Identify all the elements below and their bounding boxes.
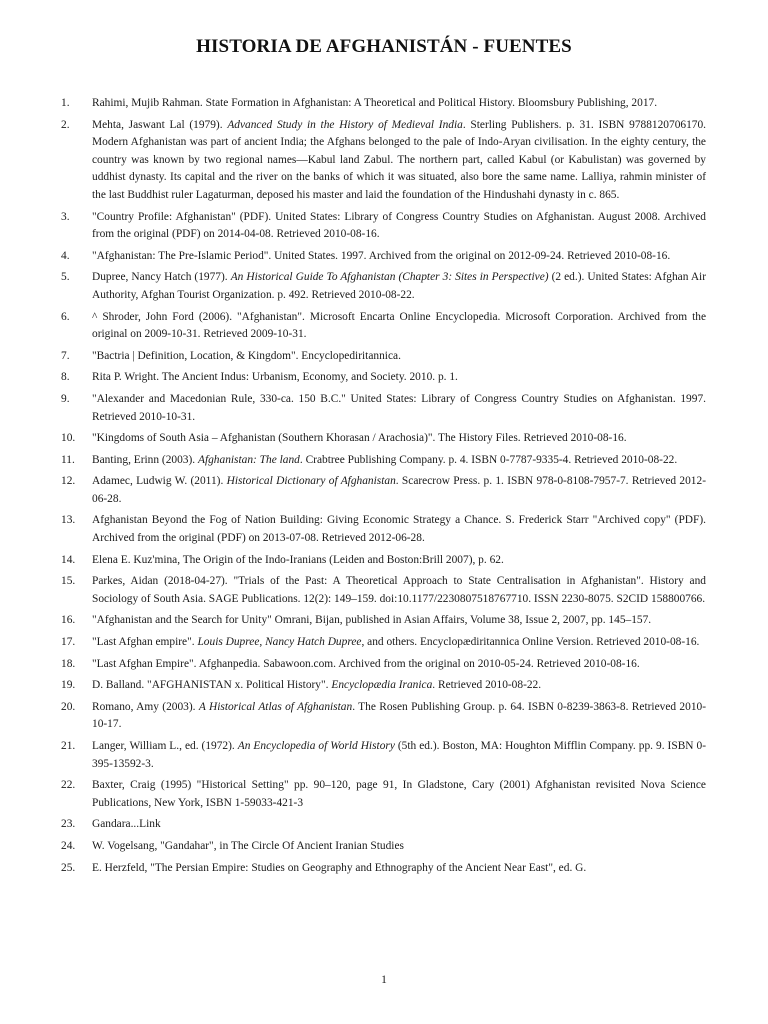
reference-number: 20. xyxy=(61,700,76,713)
reference-item xyxy=(0,612,768,630)
reference-item xyxy=(0,473,768,508)
reference-number: 7. xyxy=(61,349,70,362)
reference-text: Dupree, Nancy Hatch (1977). xyxy=(92,271,231,284)
reference-text: . Retrieved 2010-08-22. xyxy=(432,679,542,692)
reference-italic-title: Encyclopædia Iranica xyxy=(331,679,433,692)
reference-item xyxy=(0,738,768,773)
reference-text: Romano, Amy (2003). xyxy=(92,700,199,713)
reference-text: "Country Profile: Afghanistan" (PDF). United States: Library of Congress Country Studies on Afghanistan. August 2008. Archived from the original (PDF) on 2014-04-08. Retrieved 2010-08-16. xyxy=(92,210,706,241)
reference-item xyxy=(0,838,768,856)
reference-number: 2. xyxy=(61,118,70,131)
reference-number: 24. xyxy=(61,839,76,852)
reference-number: 23. xyxy=(61,818,76,831)
reference-italic-title: A Historical Atlas of Afghanistan xyxy=(198,700,353,713)
reference-number: 17. xyxy=(61,636,76,649)
reference-text: "Last Afghan empire". xyxy=(92,636,198,649)
reference-text: "Afghanistan: The Pre-Islamic Period". United States. 1997. Archived from the original on 2012-09-24. Retrieved 2010-08-16. xyxy=(92,249,671,262)
reference-number: 13. xyxy=(61,514,76,527)
reference-text: "Kingdoms of South Asia – Afghanistan (Southern Khorasan / Arachosia)". The History Files. Retrieved 2010-08-16. xyxy=(92,432,627,445)
reference-number: 8. xyxy=(61,371,70,384)
reference-number: 22. xyxy=(61,779,76,792)
reference-item xyxy=(0,860,768,878)
page-number: 1 xyxy=(381,974,387,986)
reference-number: 25. xyxy=(61,861,76,874)
reference-italic-title: An Historical Guide To Afghanistan (Chapter 3: Sites in Perspective) xyxy=(230,271,549,284)
reference-list xyxy=(0,95,768,881)
reference-text: ^ Shroder, John Ford (2006). "Afghanistan". Microsoft Encarta Online Encyclopedia. Microsoft Corporation. Archived from the original on 2009-10-31. Retrieved 2009-10-31. xyxy=(92,310,706,341)
reference-text: D. Balland. "AFGHANISTAN x. Political History". xyxy=(92,679,332,692)
reference-number: 21. xyxy=(61,740,76,752)
reference-text: "Alexander and Macedonian Rule, 330-ca. 150 B.C." United States: Library of Congress Country Studies on Afghanistan. 1997. Retrieved 2010-10-31. xyxy=(92,392,706,423)
reference-text: (5th ed.). Boston, MA: Houghton Mifflin Company. pp. 9. ISBN 0-395-13592-3. xyxy=(92,740,707,770)
reference-italic-title: An Encyclopedia of World History xyxy=(237,740,395,752)
reference-number: 5. xyxy=(61,271,70,284)
reference-text: "Last Afghan Empire". Afghanpedia. Sabawoon.com. Archived from the original on 2010-05-24. Retrieved 2010-08-16. xyxy=(92,657,640,670)
reference-text: Mehta, Jaswant Lal (1979). xyxy=(92,118,228,131)
reference-item xyxy=(0,699,768,734)
reference-text: . Sterling Publishers. p. 31. ISBN 9788120706170. Modern Afghanistan was part of ancient India; the Afghans belonged to the pale of Indo-Aryan civilisation. In the eighty century, the country was known by two regional names—Kabul land Zabul. The northern part, called Kabul (or Kabulistan) was governed by uddhist dynasty. Its capital and the river on the banks of which it was situated, also bore the same name. Lalliya, rahmin minister of the last Buddhist ruler Lagaturman, deposed his master and laid the foundation of the Hindushahi dynasty in c. 865. xyxy=(92,118,707,201)
reference-number: 1. xyxy=(61,97,70,109)
reference-text: Baxter, Craig (1995) "Historical Setting" pp. 90–120, page 91, In Gladstone, Cary (2001) Afghanistan revisited Nova Science Publications, New York, ISBN 1-59033-421-3 xyxy=(92,779,706,809)
reference-item xyxy=(0,209,768,244)
reference-italic-title: Historical Dictionary of Afghanistan xyxy=(226,475,396,488)
reference-number: 6. xyxy=(61,310,70,323)
reference-italic-title: Advanced Study in the History of Medieval India xyxy=(227,118,463,131)
reference-text: Banting, Erinn (2003). xyxy=(92,453,198,466)
reference-italic-title: Louis Dupree, Nancy Hatch Dupree xyxy=(197,636,362,649)
reference-item xyxy=(0,552,768,570)
reference-text: . Crabtree Publishing Company. p. 4. ISBN 0-7787-9335-4. Retrieved 2010-08-22. xyxy=(299,453,678,466)
reference-text: Rahimi, Mujib Rahman. State Formation in Afghanistan: A Theoretical and Political History. Bloomsbury Publishing, 2017. xyxy=(92,97,658,109)
reference-item xyxy=(0,452,768,470)
reference-number: 15. xyxy=(61,575,76,588)
reference-number: 10. xyxy=(61,432,76,445)
reference-text: . The Rosen Publishing Group. p. 64. ISBN 0-8239-3863-8. Retrieved 2010-10-17. xyxy=(92,700,707,731)
reference-number: 14. xyxy=(61,553,76,566)
reference-text: , and others. Encyclopædiritannica Online Version. Retrieved 2010-08-16. xyxy=(361,636,700,649)
reference-text: Gandara...Link xyxy=(92,818,161,831)
reference-number: 18. xyxy=(61,657,76,670)
reference-number: 3. xyxy=(61,210,70,223)
reference-text: W. Vogelsang, "Gandahar", in The Circle Of Ancient Iranian Studies xyxy=(92,839,404,852)
reference-number: 12. xyxy=(61,475,76,488)
reference-item xyxy=(0,248,768,266)
reference-item xyxy=(0,309,768,344)
reference-item xyxy=(0,369,768,387)
reference-text: Parkes, Aidan (2018-04-27). "Trials of the Past: A Theoretical Approach to State Centralisation in Afghanistan". History and Sociology of South Asia. SAGE Publications. 12(2): 149–159. doi:10.1177/2230807518767710. ISSN 2230-8075. S2CID 158800766. xyxy=(92,575,706,605)
reference-number: 9. xyxy=(61,392,70,405)
reference-item xyxy=(0,677,768,695)
reference-item xyxy=(0,777,768,812)
reference-text: (2 ed.). United States: Afghan Air Authority, Afghan Tourist Organization. p. 492. Retrieved 2010-08-22. xyxy=(92,271,707,301)
reference-text: Elena E. Kuz'mina, The Origin of the Indo-Iranians (Leiden and Boston:Brill 2007), p. 62. xyxy=(92,553,504,566)
reference-number: 16. xyxy=(61,614,76,627)
reference-item xyxy=(0,656,768,674)
reference-number: 4. xyxy=(61,249,70,262)
page-title: HISTORIA DE AFGHANISTÁN - FUENTES xyxy=(196,36,572,57)
reference-item xyxy=(0,95,768,113)
reference-text: "Afghanistan and the Search for Unity" Omrani, Bijan, published in Asian Affairs, Volume 38, Issue 2, 2007, pp. 145–157. xyxy=(92,614,652,627)
reference-text: Afghanistan Beyond the Fog of Nation Building: Giving Economic Strategy a Chance. S. Frederick Starr "Archived copy" (PDF). Archived from the original (PDF) on 2013-07-08. Retrieved 2012-06-28. xyxy=(92,514,706,545)
reference-item xyxy=(0,512,768,547)
reference-text: . Scarecrow Press. p. 1. ISBN 978-0-8108-7957-7. Retrieved 2012-06-28. xyxy=(92,475,706,505)
reference-number: 11. xyxy=(61,453,75,466)
reference-item xyxy=(0,430,768,448)
reference-number: 19. xyxy=(61,679,76,692)
reference-item xyxy=(0,391,768,426)
reference-text: Rita P. Wright. The Ancient Indus: Urbanism, Economy, and Society. 2010. p. 1. xyxy=(92,371,458,384)
reference-item xyxy=(0,816,768,834)
reference-item xyxy=(0,634,768,652)
reference-text: E. Herzfeld, "The Persian Empire: Studies on Geography and Ethnography of the Ancient Near East", ed. G. xyxy=(92,861,587,874)
reference-item xyxy=(0,269,768,304)
reference-text: Adamec, Ludwig W. (2011). xyxy=(92,475,227,488)
reference-italic-title: Afghanistan: The land xyxy=(197,453,300,466)
reference-text: "Bactria | Definition, Location, & Kingdom". Encyclopediritannica. xyxy=(92,349,401,362)
reference-text: Langer, William L., ed. (1972). xyxy=(92,740,238,752)
reference-item xyxy=(0,573,768,608)
reference-item xyxy=(0,348,768,366)
reference-item xyxy=(0,117,768,205)
